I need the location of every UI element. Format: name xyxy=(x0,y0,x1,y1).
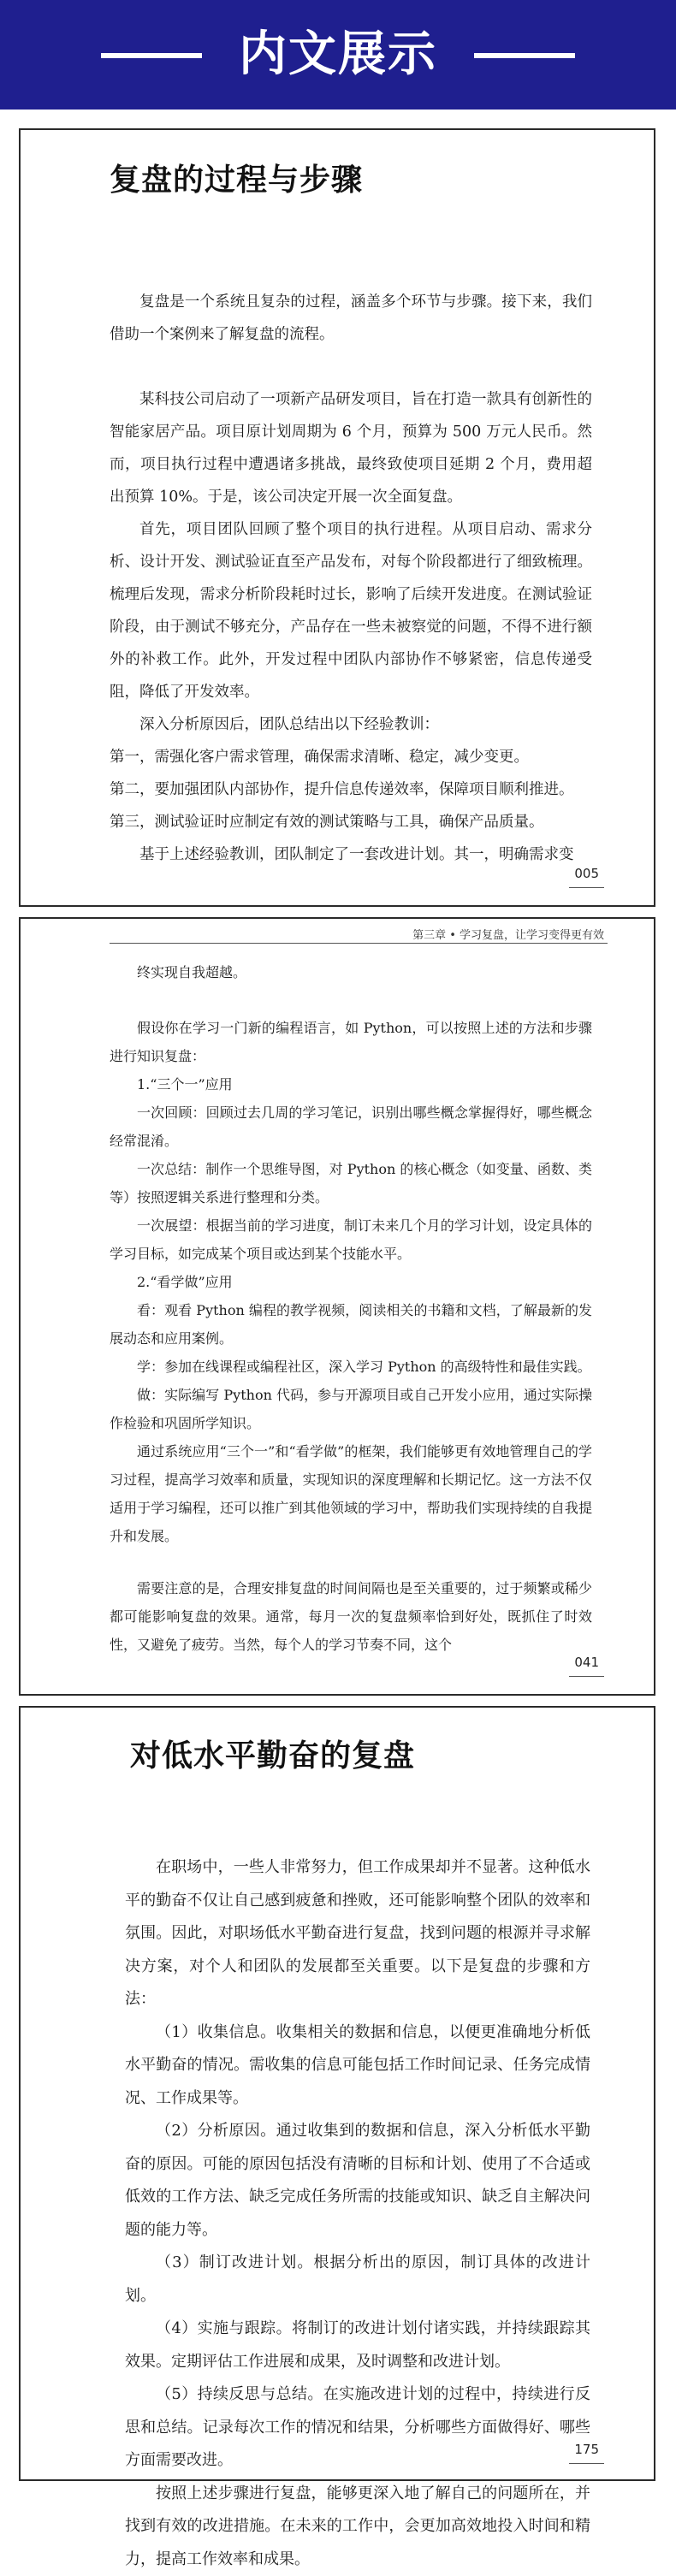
page-number: 175 xyxy=(574,2442,599,2457)
paragraph: 一次总结：制作一个思维导图，对 Python 的核心概念（如变量、函数、类等）按照逻辑关系进行整理和分类。 xyxy=(110,1155,592,1211)
paragraph: （1）收集信息。收集相关的数据和信息，以便更准确地分析低水平勤奋的情况。需收集的信息可能包括工作时间记录、任务完成情况、工作成果等。 xyxy=(125,2016,590,2116)
paragraph: 第二，要加强团队内部协作，提升信息传递效率，保障项目顺利推进。 xyxy=(110,773,592,806)
header-rule xyxy=(110,943,608,944)
running-header: 第三章 • 学习复盘，让学习变得更有效 xyxy=(412,926,604,942)
book-page-041 xyxy=(19,917,655,1696)
paragraph: 某科技公司启动了一项新产品研发项目，旨在打造一款具有创新性的智能家居产品。项目原计划周期为 6 个月，预算为 500 万元人民币。然而，项目执行过程中遭遇诸多挑战，最终致使项目延期 2 个月，费用超出预算 10%。于是，该公司决定开展一次全面复盘。 xyxy=(110,383,592,513)
book-page-005 xyxy=(19,128,655,907)
paragraph: （5）持续反思与总结。在实施改进计划的过程中，持续进行反思和总结。记录每次工作的情况和结果，分析哪些方面做得好、哪些方面需要改进。 xyxy=(125,2378,590,2478)
book-page-175 xyxy=(19,1706,655,2481)
paragraph: 做：实际编写 Python 代码，参与开源项目或自己开发小应用，通过实际操作检验和巩固所学知识。 xyxy=(110,1381,592,1437)
page-body xyxy=(110,286,592,871)
page-number: 005 xyxy=(574,866,599,881)
paragraph: 第一，需强化客户需求管理，确保需求清晰、稳定，减少变更。 xyxy=(110,741,592,773)
paragraph: 复盘是一个系统且复杂的过程，涵盖多个环节与步骤。接下来，我们借助一个案例来了解复盘的流程。 xyxy=(110,286,592,351)
paragraph: 一次展望：根据当前的学习进度，制订未来几个月的学习计划，设定具体的学习目标，如完成某个项目或达到某个技能水平。 xyxy=(110,1211,592,1268)
paragraph: 一次回顾：回顾过去几周的学习笔记，识别出哪些概念掌握得好，哪些概念经常混淆。 xyxy=(110,1099,592,1155)
paragraph: 学：参加在线课程或编程社区，深入学习 Python 的高级特性和最佳实践。 xyxy=(110,1353,592,1381)
paragraph: 第三，测试验证时应制定有效的测试策略与工具，确保产品质量。 xyxy=(110,806,592,838)
paragraph: 通过系统应用“三个一”和“看学做”的框架，我们能够更有效地管理自己的学习过程，提高学习效率和质量，实现知识的深度理解和长期记忆。这一方法不仅适用于学习编程，还可以推广到其他领域的学习中，帮助我们实现持续的自我提升和发展。 xyxy=(110,1437,592,1550)
paragraph: 终实现自我超越。 xyxy=(110,958,592,986)
paragraph: （4）实施与跟踪。将制订的改进计划付诸实践，并持续跟踪其效果。定期评估工作进展和成果，及时调整和改进计划。 xyxy=(125,2312,590,2378)
banner-title: 内文展示 xyxy=(0,17,676,92)
paragraph: 基于上述经验教训，团队制定了一套改进计划。其一，明确需求变 xyxy=(110,838,592,871)
header-banner xyxy=(0,0,676,110)
paragraph: （3）制订改进计划。根据分析出的原因，制订具体的改进计划。 xyxy=(125,2247,590,2312)
page-number: 041 xyxy=(574,1655,599,1670)
paragraph: 深入分析原因后，团队总结出以下经验教训： xyxy=(110,708,592,741)
paragraph: 2.“看学做”应用 xyxy=(110,1268,592,1296)
page-body xyxy=(110,958,592,1659)
paragraph: 需要注意的是，合理安排复盘的时间间隔也是至关重要的，过于频繁或稀少都可能影响复盘的效果。通常，每月一次的复盘频率恰到好处，既抓住了时效性，又避免了疲劳。当然，每个人的学习节奏不同，这个 xyxy=(110,1574,592,1659)
paragraph: 看：观看 Python 编程的教学视频，阅读相关的书籍和文档，了解最新的发展动态和应用案例。 xyxy=(110,1296,592,1353)
page-title: 复盘的过程与步骤 xyxy=(110,156,363,199)
banner-right-rule xyxy=(474,53,575,58)
page-body xyxy=(125,1851,590,2576)
paragraph: 1.“三个一”应用 xyxy=(110,1070,592,1099)
paragraph: 首先，项目团队回顾了整个项目的执行进程。从项目启动、需求分析、设计开发、测试验证直至产品发布，对每个阶段都进行了细致梳理。梳理后发现，需求分析阶段耗时过长，影响了后续开发进度。在测试验证阶段，由于测试不够充分，产品存在一些未被察觉的问题，不得不进行额外的补救工作。此外，开发过程中团队内部协作不够紧密，信息传递受阻，降低了开发效率。 xyxy=(110,513,592,708)
paragraph: 在职场中，一些人非常努力，但工作成果却并不显著。这种低水平的勤奋不仅让自己感到疲惫和挫败，还可能影响整个团队的效率和氛围。因此，对职场低水平勤奋进行复盘，找到问题的根源并寻求解决方案，对个人和团队的发展都至关重要。以下是复盘的步骤和方法： xyxy=(125,1851,590,2016)
paragraph: （2）分析原因。通过收集到的数据和信息，深入分析低水平勤奋的原因。可能的原因包括没有清晰的目标和计划、使用了不合适或低效的工作方法、缺乏完成任务所需的技能或知识、缺乏自主解决问题的能力等。 xyxy=(125,2115,590,2247)
page-title: 对低水平勤奋的复盘 xyxy=(130,1732,415,1775)
paragraph: 按照上述步骤进行复盘，能够更深入地了解自己的问题所在，并找到有效的改进措施。在未来的工作中，会更加高效地投入时间和精力，提高工作效率和成果。 xyxy=(125,2478,590,2576)
paragraph: 假设你在学习一门新的编程语言，如 Python，可以按照上述的方法和步骤进行知识复盘： xyxy=(110,1014,592,1070)
